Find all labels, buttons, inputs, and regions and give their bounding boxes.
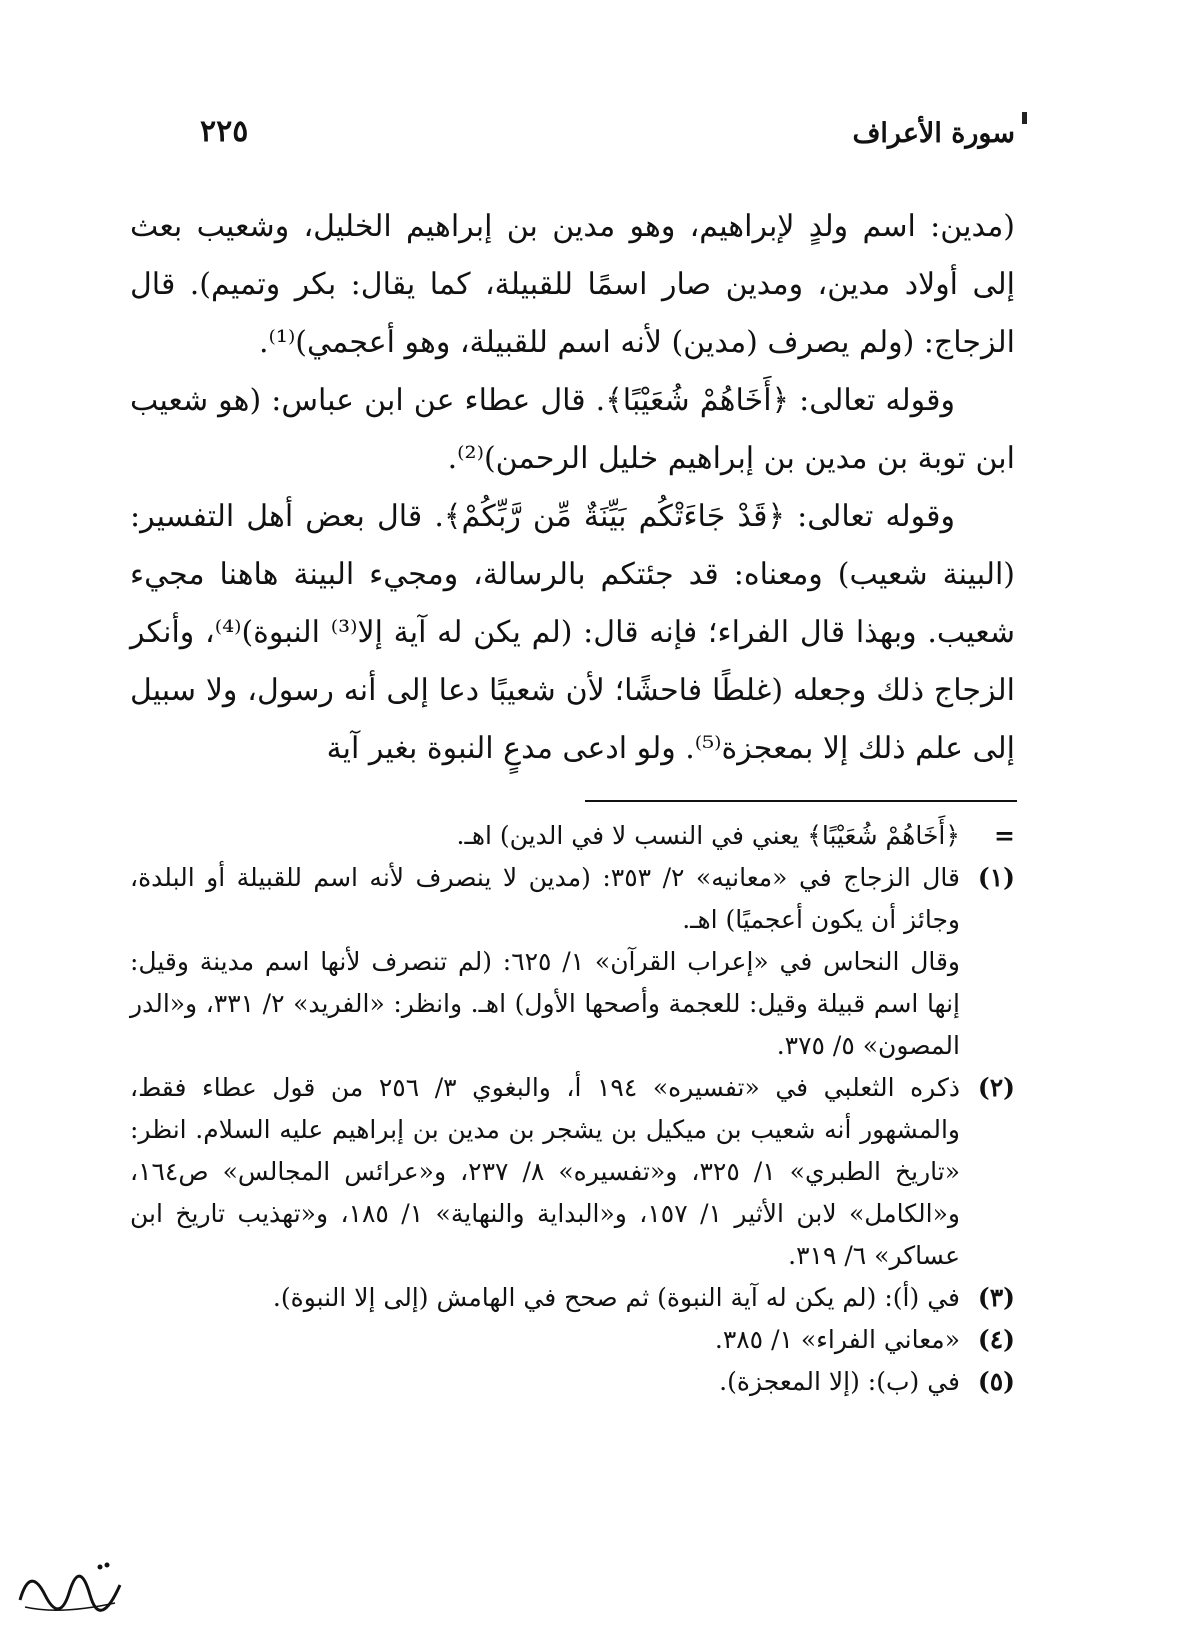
page-number: ٢٢٥ <box>200 114 249 149</box>
footnote-text: ذكره الثعلبي في «تفسيره» ١٩٤ أ، والبغوي ٣/ ٢٥٦ من قول عطاء فقط، والمشهور أنه شعيب بن ميكيل بن يشجر بن مدين بن إبراهيم عليه السلام. انظر: «تاريخ الطبري» ١/ ٣٢٥، و«تفسيره» ٨/ ٢٣٧، و«عرائس المجالس» ص١٦٤، و«الكامل» لابن الأثير ١/ ١٥٧، و«البداية والنهاية» ١/ ١٨٥، و«تهذيب تاريخ ابن عساكر» ٦/ ٣١٩. <box>130 1073 961 1270</box>
footnote-number: = <box>994 821 1015 850</box>
footnote-text: ﴿أَخَاهُمْ شُعَيْبًا﴾ يعني في النسب لا في الدين) اهـ. <box>456 821 960 850</box>
footnote-number: (٤) <box>977 1325 1015 1354</box>
footnote-number: (٣) <box>977 1283 1015 1312</box>
footnote-text: في (أ): (لم يكن له آية النبوة) ثم صحح في الهامش (إلى إلا النبوة). <box>272 1283 960 1312</box>
main-text <box>130 198 1015 778</box>
footnote <box>130 1067 1015 1277</box>
footnote-text: وقال النحاس في «إعراب القرآن» ١/ ٦٢٥: (لم تنصرف لأنها اسم مدينة وقيل: إنها اسم قبيلة وقيل: للعجمة وأصحها الأول) اهـ. وانظر: «الفريد» ٢/ ٣٣١، و«الدر المصون» ٥/ ٣٧٥. <box>130 947 960 1060</box>
footnote-number: (٢) <box>977 1073 1015 1102</box>
paragraph: (مدين: اسم ولدٍ لإبراهيم، وهو مدين بن إبراهيم الخليل، وشعيب بعث إلى أولاد مدين، ومدين صار اسمًا للقبيلة، كما يقال: بكر وتميم). قال الزجاج: (ولم يصرف (مدين) لأنه اسم للقبيلة، وهو أعجمي)⁽¹⁾. <box>130 209 1015 360</box>
footnote-number: (٥) <box>977 1367 1015 1396</box>
corner-mark <box>1022 112 1027 124</box>
footnote-text: في (ب): (إلا المعجزة). <box>719 1367 960 1396</box>
footnote-text: «معاني الفراء» ١/ ٣٨٥. <box>714 1325 960 1354</box>
footnote <box>130 857 1015 1067</box>
paragraph: وقوله تعالى: ﴿أَخَاهُمْ شُعَيْبًا﴾. قال عطاء عن ابن عباس: (هو شعيب ابن توبة بن مدين بن إبراهيم خليل الرحمن)⁽²⁾. <box>130 383 1015 476</box>
footnote-text: قال الزجاج في «معانيه» ٢/ ٣٥٣: (مدين لا ينصرف لأنه اسم للقبيلة أو البلدة، وجائز أن يكون أعجميًا) اهـ. <box>130 863 960 934</box>
footnote-divider <box>585 800 1017 802</box>
footnote <box>130 815 1015 857</box>
footnote <box>130 1319 1015 1361</box>
footnote <box>130 1361 1015 1403</box>
paragraph: وقوله تعالى: ﴿قَدْ جَاءَتْكُم بَيِّنَةٌ مِّن رَّبِّكُمْ﴾. قال بعض أهل التفسير: (البينة شعيب) ومعناه: قد جئتكم بالرسالة، ومجيء البينة هاهنا مجيء شعيب. وبهذا قال الفراء؛ فإنه قال: (لم يكن له آية إلا⁽³⁾ النبوة)⁽⁴⁾، وأنكر الزجاج ذلك وجعله (غلطًا فاحشًا؛ لأن شعيبًا دعا إلى أنه رسول، ولا سبيل إلى علم ذلك إلا بمعجزة⁽⁵⁾. ولو ادعى مدعٍ النبوة بغير آية <box>130 499 1015 766</box>
page-header <box>130 112 1015 162</box>
footnote-number: (١) <box>977 863 1015 892</box>
footnote <box>130 1277 1015 1319</box>
footnotes <box>130 815 1015 1403</box>
surah-title: سورة الأعراف <box>852 118 1015 149</box>
publisher-logo-icon <box>10 1545 130 1625</box>
